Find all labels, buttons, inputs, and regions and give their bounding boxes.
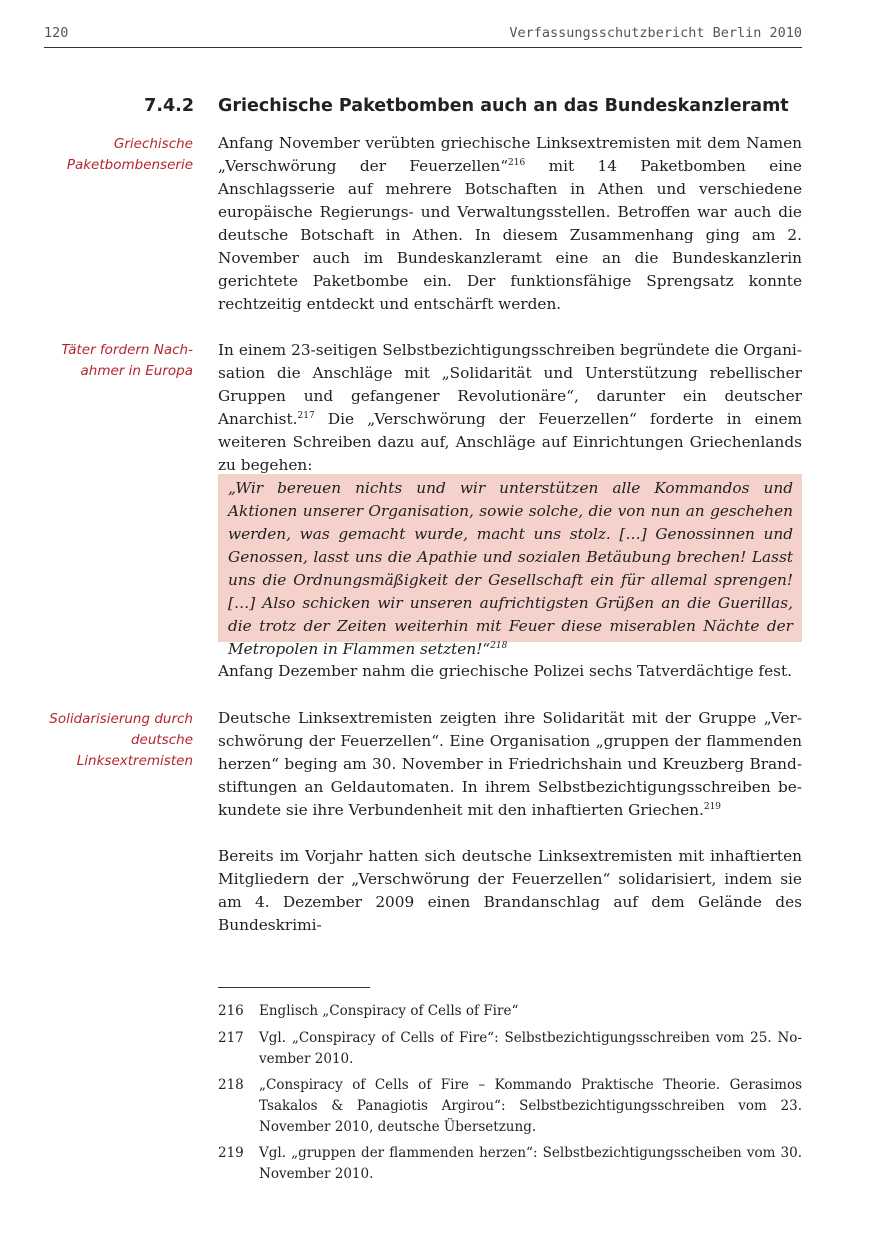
footnote-text: Englisch „Conspiracy of Cells of Fire“ [259, 1003, 519, 1019]
margin-note-nachahmer: Täter fordern Nachahmer in Europa [61, 342, 193, 379]
footnote-text: Vgl. „gruppen der flammenden herzen“: Selbstbezichtigungsscheiben vom 30. November 2010. [259, 1145, 802, 1182]
paragraph-text: Deutsche Linksextremisten zeigten ihre Solidarität mit der Gruppe „Verschwörung der Feuerzellen“. Eine Organisation „gruppen der flammenden herzen“ beging am 30. November in Friedrichshain und Kreuzberg Brandstiftungen an Geldautomaten. In ihrem Selbstbezichtigungsschreiben bekundete sie ihre Verbundenheit mit den inhaftierten Griechen. [218, 709, 802, 819]
footnote-219 [218, 1143, 802, 1185]
footnote-ref[interactable]: 217 [297, 410, 315, 421]
paragraph-text: Die „Verschwörung der Feuerzellen“ forderte in einem weiteren Schreiben dazu auf, Anschläge auf Einrichtungen Griechenlands zu begehen: [218, 410, 802, 474]
footnote-ref[interactable]: 218 [490, 640, 508, 651]
running-header [44, 22, 802, 48]
footnote-divider [218, 987, 370, 988]
footnote-text: Vgl. „Conspiracy of Cells of Fire“: Selbstbezichtigungsschreiben vom 25. November 2010. [259, 1030, 802, 1067]
footnote-218 [218, 1075, 802, 1138]
footnote-217 [218, 1028, 802, 1070]
block-quote [218, 474, 802, 658]
paragraph-text: mit 14 Paketbomben eine Anschlagsserie auf mehrere Botschaften in Athen und verschiedene europäische Regierungs- und Verwaltungsstellen. Betroffen war auch die deutsche Botschaft in Athen. In diesem Zusammenhang ging am 2. November auch im Bundeskanzleramt eine an die Bundeskanzlerin gerichtete Paketbombe ein. Der funktionsfähige Sprengsatz konnte rechtzeitig entdeckt und entschärft werden. [218, 157, 802, 313]
footnote-text: „Conspiracy of Cells of Fire – Kommando Praktische Theorie. Gerasimos Tsakalos & Panagiotis Argirou“: Selbstbezichtigungsschreiben vom 23. November 2010, deutsche Übersetzung. [259, 1077, 802, 1135]
footnote-number: 218 [218, 1077, 244, 1093]
paragraph-text: In einem 23-seitigen Selbstbezichtigungsschreiben begründete die Organisation die Anschläge mit „Solidarität und Unterstützung rebellischer Gruppen und gefangener Revolutionäre“, darunter ein deutscher Anarchist. [218, 341, 802, 428]
paragraph-paketbomben [218, 132, 802, 316]
paragraph-vorjahr [218, 845, 802, 937]
footnote-ref[interactable]: 219 [703, 801, 722, 812]
quote-text: „Wir bereuen nichts und wir unterstützen alle Kommandos und Aktionen unserer Organisation, sowie solche, die von nun an geschehen werden, was gemacht wurde, macht uns stolz. […] Genossinnen und Genossen, lasst uns die Apathie und sozialen Betäubung brechen! Lasst uns die Ordnungsmäßigkeit der Gesellschaft ein für allemal sprengen! […] Also schicken wir unseren aufrichtigsten Grüßen an die Guerillas, die trotz der Zeiten weiterhin mit Feuer diese miserablen Nächte der Metropolen in Flammen setzten!“ [228, 479, 793, 658]
paragraph-selbstbezichtigung [218, 339, 802, 477]
section-number: 7.4.2 [144, 96, 194, 116]
margin-note-solidarisierung: Solidarisierung durch deutsche Linksextremisten [49, 711, 193, 769]
footnote-ref[interactable]: 216 [508, 157, 526, 168]
paragraph-text: Anfang Dezember nahm die griechische Polizei sechs Tatverdächtige fest. [218, 662, 792, 680]
margin-note-paketbombenserie: Griechische Paketbombenserie [66, 136, 193, 173]
paragraph-text: Anfang November verübten griechische Linksextremisten mit dem Namen „Verschwörung der Feuerzellen“ [218, 134, 802, 175]
paragraph-text: Bereits im Vorjahr hatten sich deutsche Linksextremisten mit inhaftierten Mitgliedern der „Verschwörung der Feuerzellen“ solidarisiert, indem sie am 4. Dezember 2009 einen Brandanschlag auf dem Gelände des Bundeskrimi- [218, 847, 802, 934]
page-number: 120 [44, 25, 69, 41]
paragraph-solidaritaet [218, 707, 802, 822]
footnote-216 [218, 1001, 802, 1022]
running-title: Verfassungsschutzbericht Berlin 2010 [509, 25, 802, 41]
footnote-number: 217 [218, 1030, 244, 1046]
paragraph-festnahme [218, 660, 802, 683]
section-title: Griechische Paketbomben auch an das Bundeskanzleramt [218, 96, 789, 116]
footnote-number: 219 [218, 1145, 244, 1161]
footnote-number: 216 [218, 1003, 244, 1019]
